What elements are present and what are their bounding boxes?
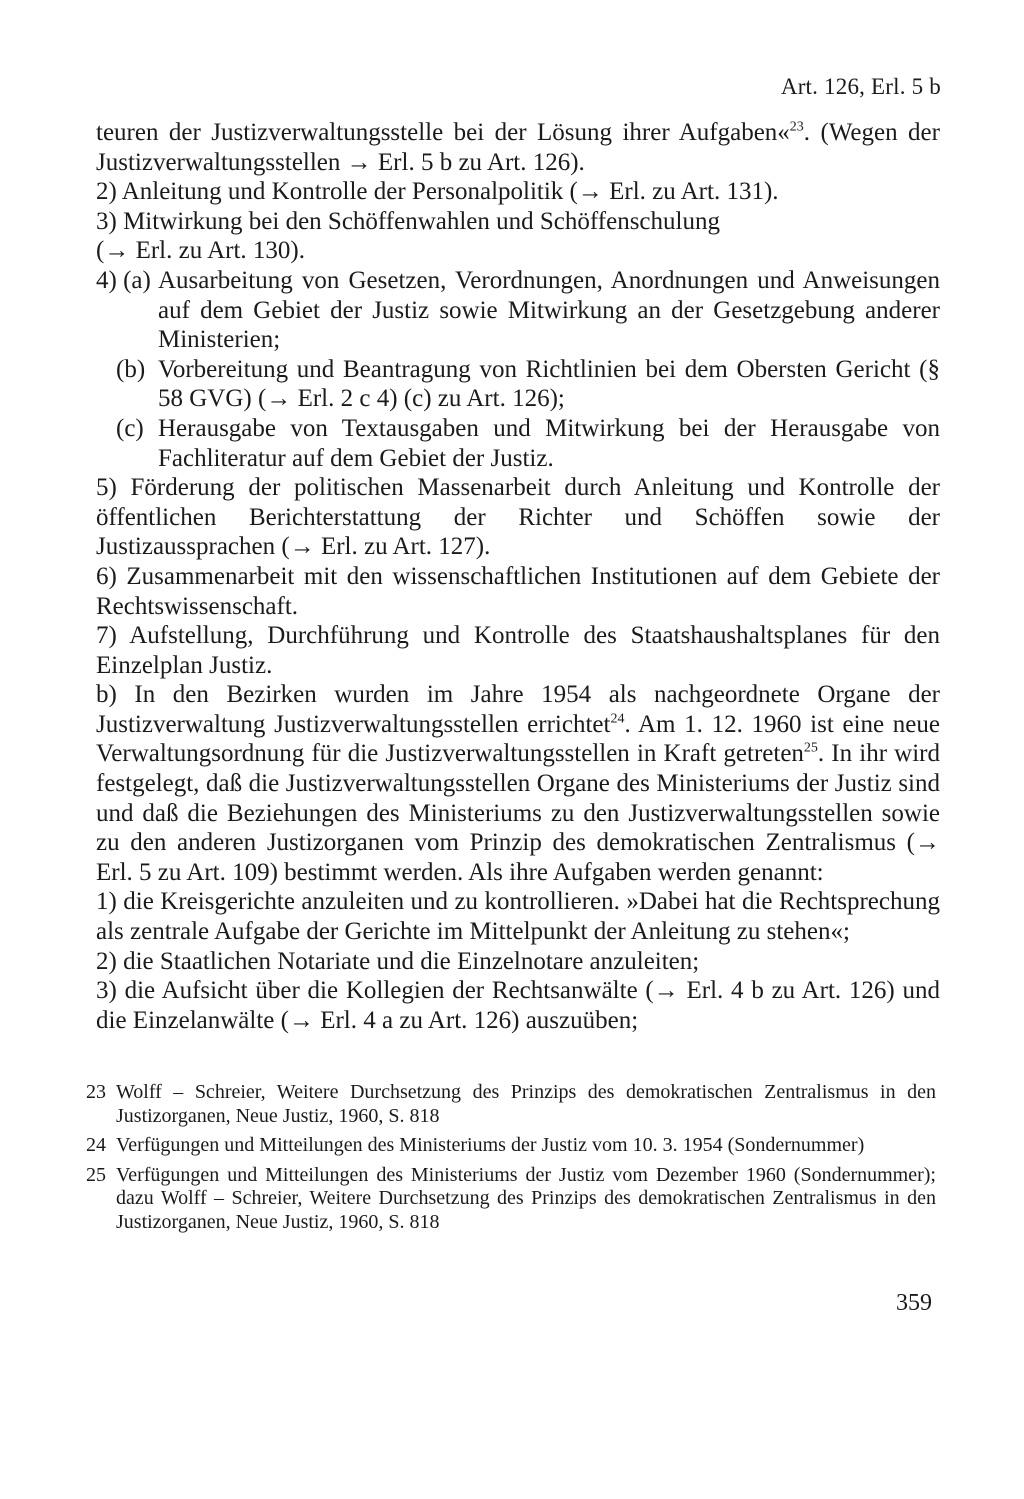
footnote-ref-25[interactable]: 25	[803, 741, 818, 757]
list-item-3-cont: (→ Erl. zu Art. 130).	[96, 237, 305, 265]
task-item-1: 1) die Kreisgerichte anzuleiten und zu kontrollieren. »Dabei hat die Rechtsprechung als zentrale Aufgabe der Gerichte im Mittelpunkt der Anleitung zu stehen«;	[96, 888, 940, 946]
list-item-6: 6) Zusammenarbeit mit den wissenschaftlichen Institutionen auf dem Gebiete der Rechtswissenschaft.	[96, 562, 940, 620]
page-number: 359	[896, 1290, 932, 1316]
list-item-3: 3) Mitwirkung bei den Schöffenwahlen und Schöffenschulung	[96, 207, 720, 235]
item-text: Vorbereitung und Beantragung von Richtlinien bei dem Obersten Gericht (§ 58 GVG) (→ Erl. 2 c 4) (c) zu Art. 126);	[158, 355, 940, 413]
list-item-2: 2) Anleitung und Kontrolle der Personalpolitik (→ Erl. zu Art. 131).	[96, 178, 779, 206]
section-b-paragraph	[96, 680, 940, 887]
item-label: (b)	[116, 355, 146, 383]
footnote-text: Verfügungen und Mitteilungen des Ministeriums der Justiz vom Dezember 1960 (Sondernummer); dazu Wolff – Schreier, Weitere Durchsetzung des Prinzips des demokratischen Zentralismus in den Justizorganen, Neue Justiz, 1960, S. 818	[116, 1163, 936, 1233]
footnote-text: Verfügungen und Mitteilungen des Ministeriums der Justiz vom 10. 3. 1954 (Sondernummer)	[116, 1134, 865, 1157]
footnote-number: 24	[86, 1134, 106, 1157]
task-item-2: 2) die Staatlichen Notariate und die Einzelnotare anzuleiten;	[96, 947, 700, 975]
para-text: . (Wegen der Justizverwaltungsstellen → Erl. 5 b zu Art. 126).	[96, 119, 940, 176]
list-item-4c	[96, 414, 940, 473]
para-text: . In ihr wird festgelegt, daß die Justizverwaltungsstellen Organe des Ministeriums der Justiz sind und daß die Beziehungen des Ministeriums zu den Justizverwaltungsstellen sowie zu den anderen Justizorganen vom Prinzip des demokratischen Zentralismus (→ Erl. 5 zu Art. 109) bestimmt werden. Als ihre Aufgaben werden genannt:	[96, 740, 941, 886]
item-label: (c)	[116, 414, 144, 442]
task-item-3: 3) die Aufsicht über die Kollegien der Rechtsanwälte (→ Erl. 4 b zu Art. 126) und die Einzelanwälte (→ Erl. 4 a zu Art. 126) auszuüben;	[96, 977, 940, 1034]
item-label: 4) (a)	[96, 266, 151, 294]
running-head: Art. 126, Erl. 5 b	[780, 74, 941, 99]
footnote	[86, 1134, 936, 1158]
footnote-number: 25	[86, 1163, 106, 1186]
list-item-4b	[96, 355, 940, 414]
footnote-ref-24[interactable]: 24	[610, 711, 625, 727]
footnote	[86, 1081, 936, 1128]
continued-paragraph	[96, 118, 940, 177]
para-text: b) In den Bezirken wurden im Jahre 1954 als nachgeordnete Organe der Justizverwaltung Justizverwaltungsstellen errichtet	[96, 681, 940, 738]
footnote	[86, 1164, 936, 1235]
footnote-text: Wolff – Schreier, Weitere Durchsetzung des Prinzips des demokratischen Zentralismus in den Justizorganen, Neue Justiz, 1960, S. 818	[116, 1081, 936, 1127]
item-text: Ausarbeitung von Gesetzen, Verordnungen, Anordnungen und Anweisungen auf dem Gebiet der Justiz sowie Mitwirkung an der Gesetzgebung anderer Ministerien;	[158, 266, 940, 354]
footnotes	[86, 1081, 936, 1241]
para-text: teuren der Justizverwaltungsstelle bei der Lösung ihrer Aufgaben«	[96, 119, 790, 146]
list-item-5: 5) Förderung der politischen Massenarbeit durch Anleitung und Kontrolle der öffentlichen Berichterstattung der Richter und Schöffen sowie der Justizaussprachen (→ Erl. zu Art. 127).	[96, 474, 940, 561]
main-text	[96, 118, 940, 1035]
item-text: Herausgabe von Textausgaben und Mitwirkung bei der Herausgabe von Fachliteratur auf dem Gebiet der Justiz.	[158, 414, 940, 472]
list-item-4a	[96, 266, 940, 355]
footnote-ref-23[interactable]: 23	[789, 119, 804, 135]
list-item-7: 7) Aufstellung, Durchführung und Kontrolle des Staatshaushaltsplanes für den Einzelplan Justiz.	[96, 622, 940, 679]
footnote-number: 23	[86, 1081, 106, 1103]
para-text: . Am 1. 12. 1960 ist eine neue Verwaltungsordnung für die Justizverwaltungsstellen in Kraft getreten	[96, 710, 940, 768]
